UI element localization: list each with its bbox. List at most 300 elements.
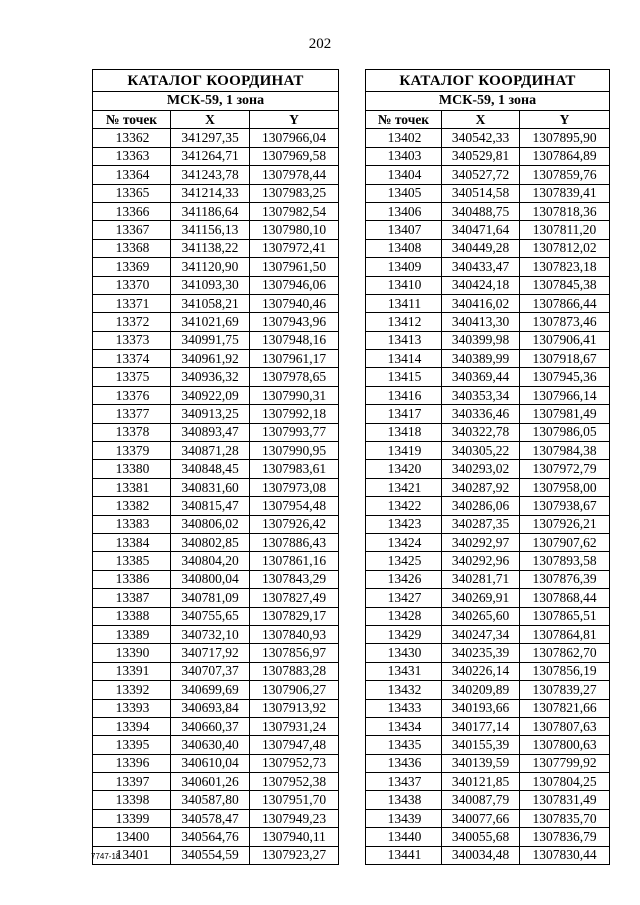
y-coordinate-cell: 1307906,41 xyxy=(520,331,610,349)
point-number-cell: 13421 xyxy=(366,478,442,496)
x-coordinate-cell: 341138,22 xyxy=(171,239,250,257)
point-number-cell: 13422 xyxy=(366,497,442,515)
point-number-cell: 13434 xyxy=(366,717,442,735)
point-number-cell: 13376 xyxy=(93,386,171,404)
table-row xyxy=(93,129,339,147)
y-coordinate-cell: 1307821,66 xyxy=(520,699,610,717)
y-coordinate-cell: 1307940,11 xyxy=(250,828,339,846)
x-coordinate-cell: 340699,69 xyxy=(171,681,250,699)
point-number-cell: 13375 xyxy=(93,368,171,386)
point-number-cell: 13377 xyxy=(93,405,171,423)
point-number-cell: 13433 xyxy=(366,699,442,717)
x-coordinate-cell: 340433,47 xyxy=(442,258,520,276)
table-row xyxy=(93,607,339,625)
y-coordinate-cell: 1307895,90 xyxy=(520,129,610,147)
y-coordinate-cell: 1307940,46 xyxy=(250,294,339,312)
y-coordinate-cell: 1307978,65 xyxy=(250,368,339,386)
table-row xyxy=(366,350,610,368)
point-number-cell: 13420 xyxy=(366,460,442,478)
y-coordinate-cell: 1307954,48 xyxy=(250,497,339,515)
table-row xyxy=(93,221,339,239)
x-coordinate-cell: 340717,92 xyxy=(171,644,250,662)
point-number-cell: 13380 xyxy=(93,460,171,478)
x-coordinate-cell: 340871,28 xyxy=(171,442,250,460)
column-header-point-number: № точек xyxy=(93,111,171,129)
point-number-cell: 13410 xyxy=(366,276,442,294)
x-coordinate-cell: 340336,46 xyxy=(442,405,520,423)
point-number-cell: 13419 xyxy=(366,442,442,460)
table-row xyxy=(366,589,610,607)
x-coordinate-cell: 341214,33 xyxy=(171,184,250,202)
table-row xyxy=(366,717,610,735)
table-row xyxy=(93,846,339,864)
y-coordinate-cell: 1307883,28 xyxy=(250,662,339,680)
table-row xyxy=(366,331,610,349)
x-coordinate-cell: 340055,68 xyxy=(442,828,520,846)
x-coordinate-cell: 340369,44 xyxy=(442,368,520,386)
table-row xyxy=(366,497,610,515)
point-number-cell: 13362 xyxy=(93,129,171,147)
point-number-cell: 13415 xyxy=(366,368,442,386)
column-header-y: Y xyxy=(520,111,610,129)
point-number-cell: 13429 xyxy=(366,625,442,643)
x-coordinate-cell: 340193,66 xyxy=(442,699,520,717)
x-coordinate-cell: 340630,40 xyxy=(171,736,250,754)
y-coordinate-cell: 1307978,44 xyxy=(250,166,339,184)
table-row xyxy=(366,791,610,809)
catalog-title: КАТАЛОГ КООРДИНАТ xyxy=(93,70,339,92)
y-coordinate-cell: 1307966,14 xyxy=(520,386,610,404)
table-row xyxy=(366,423,610,441)
x-coordinate-cell: 340564,76 xyxy=(171,828,250,846)
x-coordinate-cell: 341186,64 xyxy=(171,202,250,220)
point-number-cell: 13431 xyxy=(366,662,442,680)
x-coordinate-cell: 340424,18 xyxy=(442,276,520,294)
x-coordinate-cell: 340177,14 xyxy=(442,717,520,735)
x-coordinate-cell: 340601,26 xyxy=(171,773,250,791)
y-coordinate-cell: 1307865,51 xyxy=(520,607,610,625)
x-coordinate-cell: 340034,48 xyxy=(442,846,520,864)
point-number-cell: 13399 xyxy=(93,809,171,827)
y-coordinate-cell: 1307981,49 xyxy=(520,405,610,423)
y-coordinate-cell: 1307983,61 xyxy=(250,460,339,478)
y-coordinate-cell: 1307811,20 xyxy=(520,221,610,239)
table-row xyxy=(93,589,339,607)
table-row xyxy=(93,442,339,460)
table-row xyxy=(93,754,339,772)
point-number-cell: 13425 xyxy=(366,552,442,570)
y-coordinate-cell: 1307818,36 xyxy=(520,202,610,220)
table-row xyxy=(366,607,610,625)
column-header-x: X xyxy=(442,111,520,129)
table-row xyxy=(366,552,610,570)
y-coordinate-cell: 1307800,63 xyxy=(520,736,610,754)
x-coordinate-cell: 340707,37 xyxy=(171,662,250,680)
x-coordinate-cell: 341264,71 xyxy=(171,147,250,165)
y-coordinate-cell: 1307876,39 xyxy=(520,570,610,588)
y-coordinate-cell: 1307990,31 xyxy=(250,386,339,404)
table-row xyxy=(366,828,610,846)
y-coordinate-cell: 1307862,70 xyxy=(520,644,610,662)
table-row xyxy=(366,515,610,533)
point-number-cell: 13405 xyxy=(366,184,442,202)
x-coordinate-cell: 340121,85 xyxy=(442,773,520,791)
point-number-cell: 13414 xyxy=(366,350,442,368)
x-coordinate-cell: 340209,89 xyxy=(442,681,520,699)
x-coordinate-cell: 340286,06 xyxy=(442,497,520,515)
y-coordinate-cell: 1307866,44 xyxy=(520,294,610,312)
x-coordinate-cell: 341120,90 xyxy=(171,258,250,276)
table-row xyxy=(93,405,339,423)
y-coordinate-cell: 1307980,10 xyxy=(250,221,339,239)
y-coordinate-cell: 1307961,17 xyxy=(250,350,339,368)
y-coordinate-cell: 1307906,27 xyxy=(250,681,339,699)
table-row xyxy=(366,313,610,331)
point-number-cell: 13366 xyxy=(93,202,171,220)
x-coordinate-cell: 340527,72 xyxy=(442,166,520,184)
x-coordinate-cell: 340610,04 xyxy=(171,754,250,772)
x-coordinate-cell: 340269,91 xyxy=(442,589,520,607)
point-number-cell: 13409 xyxy=(366,258,442,276)
x-coordinate-cell: 340961,92 xyxy=(171,350,250,368)
table-row xyxy=(93,166,339,184)
y-coordinate-cell: 1307859,76 xyxy=(520,166,610,184)
point-number-cell: 13423 xyxy=(366,515,442,533)
table-row xyxy=(93,699,339,717)
x-coordinate-cell: 340781,09 xyxy=(171,589,250,607)
table-row xyxy=(366,166,610,184)
x-coordinate-cell: 340292,96 xyxy=(442,552,520,570)
x-coordinate-cell: 341021,69 xyxy=(171,313,250,331)
x-coordinate-cell: 341297,35 xyxy=(171,129,250,147)
x-coordinate-cell: 340991,75 xyxy=(171,331,250,349)
point-number-cell: 13369 xyxy=(93,258,171,276)
point-number-cell: 13430 xyxy=(366,644,442,662)
x-coordinate-cell: 340353,34 xyxy=(442,386,520,404)
table-row xyxy=(366,129,610,147)
y-coordinate-cell: 1307992,18 xyxy=(250,405,339,423)
x-coordinate-cell: 340389,99 xyxy=(442,350,520,368)
y-coordinate-cell: 1307864,89 xyxy=(520,147,610,165)
table-row xyxy=(93,276,339,294)
y-coordinate-cell: 1307972,41 xyxy=(250,239,339,257)
table-row xyxy=(93,533,339,551)
x-coordinate-cell: 340287,35 xyxy=(442,515,520,533)
y-coordinate-cell: 1307856,97 xyxy=(250,644,339,662)
y-coordinate-cell: 1307886,43 xyxy=(250,533,339,551)
x-coordinate-cell: 340578,47 xyxy=(171,809,250,827)
x-coordinate-cell: 340554,59 xyxy=(171,846,250,864)
y-coordinate-cell: 1307804,25 xyxy=(520,773,610,791)
table-row xyxy=(366,644,610,662)
x-coordinate-cell: 340287,92 xyxy=(442,478,520,496)
table-row xyxy=(93,662,339,680)
y-coordinate-cell: 1307856,19 xyxy=(520,662,610,680)
x-coordinate-cell: 340893,47 xyxy=(171,423,250,441)
point-number-cell: 13367 xyxy=(93,221,171,239)
table-row xyxy=(93,791,339,809)
x-coordinate-cell: 340247,34 xyxy=(442,625,520,643)
point-number-cell: 13417 xyxy=(366,405,442,423)
point-number-cell: 13401 xyxy=(93,846,171,864)
y-coordinate-cell: 1307926,42 xyxy=(250,515,339,533)
table-row xyxy=(93,570,339,588)
table-row xyxy=(93,368,339,386)
y-coordinate-cell: 1307943,96 xyxy=(250,313,339,331)
x-coordinate-cell: 340848,45 xyxy=(171,460,250,478)
y-coordinate-cell: 1307861,16 xyxy=(250,552,339,570)
x-coordinate-cell: 340815,47 xyxy=(171,497,250,515)
point-number-cell: 13395 xyxy=(93,736,171,754)
point-number-cell: 13398 xyxy=(93,791,171,809)
x-coordinate-cell: 340416,02 xyxy=(442,294,520,312)
x-coordinate-cell: 341058,21 xyxy=(171,294,250,312)
y-coordinate-cell: 1307913,92 xyxy=(250,699,339,717)
y-coordinate-cell: 1307946,06 xyxy=(250,276,339,294)
table-row xyxy=(366,294,610,312)
y-coordinate-cell: 1307938,67 xyxy=(520,497,610,515)
page-number: 202 xyxy=(308,36,332,52)
point-number-cell: 13407 xyxy=(366,221,442,239)
y-coordinate-cell: 1307966,04 xyxy=(250,129,339,147)
y-coordinate-cell: 1307923,27 xyxy=(250,846,339,864)
y-coordinate-cell: 1307973,08 xyxy=(250,478,339,496)
x-coordinate-cell: 340488,75 xyxy=(442,202,520,220)
y-coordinate-cell: 1307827,49 xyxy=(250,589,339,607)
table-row xyxy=(93,258,339,276)
y-coordinate-cell: 1307823,18 xyxy=(520,258,610,276)
column-header-point-number: № точек xyxy=(366,111,442,129)
table-row xyxy=(93,202,339,220)
table-row xyxy=(93,625,339,643)
table-row xyxy=(93,552,339,570)
x-coordinate-cell: 341243,78 xyxy=(171,166,250,184)
table-row xyxy=(366,533,610,551)
table-row xyxy=(93,460,339,478)
point-number-cell: 13370 xyxy=(93,276,171,294)
point-number-cell: 13439 xyxy=(366,809,442,827)
point-number-cell: 13392 xyxy=(93,681,171,699)
y-coordinate-cell: 1307807,63 xyxy=(520,717,610,735)
point-number-cell: 13383 xyxy=(93,515,171,533)
x-coordinate-cell: 340322,78 xyxy=(442,423,520,441)
point-number-cell: 13408 xyxy=(366,239,442,257)
table-row xyxy=(366,478,610,496)
table-row xyxy=(366,442,610,460)
x-coordinate-cell: 340755,65 xyxy=(171,607,250,625)
point-number-cell: 13386 xyxy=(93,570,171,588)
y-coordinate-cell: 1307840,93 xyxy=(250,625,339,643)
y-coordinate-cell: 1307926,21 xyxy=(520,515,610,533)
x-coordinate-cell: 340449,28 xyxy=(442,239,520,257)
x-coordinate-cell: 340514,58 xyxy=(442,184,520,202)
point-number-cell: 13378 xyxy=(93,423,171,441)
y-coordinate-cell: 1307812,02 xyxy=(520,239,610,257)
table-row xyxy=(366,202,610,220)
x-coordinate-cell: 340806,02 xyxy=(171,515,250,533)
y-coordinate-cell: 1307945,36 xyxy=(520,368,610,386)
point-number-cell: 13432 xyxy=(366,681,442,699)
x-coordinate-cell: 340226,14 xyxy=(442,662,520,680)
table-row xyxy=(366,736,610,754)
table-row xyxy=(366,368,610,386)
point-number-cell: 13373 xyxy=(93,331,171,349)
point-number-cell: 13440 xyxy=(366,828,442,846)
point-number-cell: 13413 xyxy=(366,331,442,349)
x-coordinate-cell: 340139,59 xyxy=(442,754,520,772)
y-coordinate-cell: 1307990,95 xyxy=(250,442,339,460)
point-number-cell: 13424 xyxy=(366,533,442,551)
table-row xyxy=(366,460,610,478)
x-coordinate-cell: 340587,80 xyxy=(171,791,250,809)
point-number-cell: 13438 xyxy=(366,791,442,809)
y-coordinate-cell: 1307949,23 xyxy=(250,809,339,827)
table-row xyxy=(93,423,339,441)
table-row xyxy=(93,809,339,827)
x-coordinate-cell: 341156,13 xyxy=(171,221,250,239)
x-coordinate-cell: 340542,33 xyxy=(442,129,520,147)
table-row xyxy=(366,258,610,276)
x-coordinate-cell: 341093,30 xyxy=(171,276,250,294)
column-header-x: X xyxy=(171,111,250,129)
coordinate-system-label: МСК-59, 1 зона xyxy=(366,92,610,111)
point-number-cell: 13381 xyxy=(93,478,171,496)
y-coordinate-cell: 1307873,46 xyxy=(520,313,610,331)
x-coordinate-cell: 340305,22 xyxy=(442,442,520,460)
document-code: 7747-18 xyxy=(91,852,121,861)
table-row xyxy=(93,736,339,754)
point-number-cell: 13390 xyxy=(93,644,171,662)
y-coordinate-cell: 1307829,17 xyxy=(250,607,339,625)
point-number-cell: 13418 xyxy=(366,423,442,441)
table-row xyxy=(93,828,339,846)
y-coordinate-cell: 1307982,54 xyxy=(250,202,339,220)
point-number-cell: 13385 xyxy=(93,552,171,570)
point-number-cell: 13374 xyxy=(93,350,171,368)
x-coordinate-cell: 340922,09 xyxy=(171,386,250,404)
y-coordinate-cell: 1307948,16 xyxy=(250,331,339,349)
point-number-cell: 13426 xyxy=(366,570,442,588)
catalog-title: КАТАЛОГ КООРДИНАТ xyxy=(366,70,610,92)
point-number-cell: 13402 xyxy=(366,129,442,147)
x-coordinate-cell: 340087,79 xyxy=(442,791,520,809)
y-coordinate-cell: 1307961,50 xyxy=(250,258,339,276)
point-number-cell: 13384 xyxy=(93,533,171,551)
y-coordinate-cell: 1307839,27 xyxy=(520,681,610,699)
y-coordinate-cell: 1307839,41 xyxy=(520,184,610,202)
table-row xyxy=(366,773,610,791)
table-row xyxy=(93,681,339,699)
point-number-cell: 13391 xyxy=(93,662,171,680)
table-row xyxy=(93,184,339,202)
x-coordinate-cell: 340292,97 xyxy=(442,533,520,551)
table-row xyxy=(366,184,610,202)
y-coordinate-cell: 1307947,48 xyxy=(250,736,339,754)
y-coordinate-cell: 1307868,44 xyxy=(520,589,610,607)
y-coordinate-cell: 1307843,29 xyxy=(250,570,339,588)
table-row xyxy=(366,221,610,239)
point-number-cell: 13372 xyxy=(93,313,171,331)
point-number-cell: 13389 xyxy=(93,625,171,643)
point-number-cell: 13387 xyxy=(93,589,171,607)
y-coordinate-cell: 1307951,70 xyxy=(250,791,339,809)
x-coordinate-cell: 340913,25 xyxy=(171,405,250,423)
x-coordinate-cell: 340235,39 xyxy=(442,644,520,662)
y-coordinate-cell: 1307864,81 xyxy=(520,625,610,643)
catalog-body xyxy=(93,129,339,865)
table-row xyxy=(93,331,339,349)
x-coordinate-cell: 340293,02 xyxy=(442,460,520,478)
x-coordinate-cell: 340399,98 xyxy=(442,331,520,349)
point-number-cell: 13397 xyxy=(93,773,171,791)
y-coordinate-cell: 1307931,24 xyxy=(250,717,339,735)
x-coordinate-cell: 340804,20 xyxy=(171,552,250,570)
point-number-cell: 13404 xyxy=(366,166,442,184)
x-coordinate-cell: 340936,32 xyxy=(171,368,250,386)
table-row xyxy=(93,717,339,735)
point-number-cell: 13368 xyxy=(93,239,171,257)
table-row xyxy=(366,570,610,588)
y-coordinate-cell: 1307969,58 xyxy=(250,147,339,165)
y-coordinate-cell: 1307972,79 xyxy=(520,460,610,478)
y-coordinate-cell: 1307830,44 xyxy=(520,846,610,864)
point-number-cell: 13363 xyxy=(93,147,171,165)
x-coordinate-cell: 340077,66 xyxy=(442,809,520,827)
y-coordinate-cell: 1307952,73 xyxy=(250,754,339,772)
x-coordinate-cell: 340693,84 xyxy=(171,699,250,717)
x-coordinate-cell: 340529,81 xyxy=(442,147,520,165)
x-coordinate-cell: 340802,85 xyxy=(171,533,250,551)
point-number-cell: 13403 xyxy=(366,147,442,165)
y-coordinate-cell: 1307918,67 xyxy=(520,350,610,368)
table-row xyxy=(93,386,339,404)
column-header-y: Y xyxy=(250,111,339,129)
table-row xyxy=(93,644,339,662)
point-number-cell: 13437 xyxy=(366,773,442,791)
table-row xyxy=(93,515,339,533)
point-number-cell: 13396 xyxy=(93,754,171,772)
point-number-cell: 13388 xyxy=(93,607,171,625)
y-coordinate-cell: 1307831,49 xyxy=(520,791,610,809)
point-number-cell: 13428 xyxy=(366,607,442,625)
x-coordinate-cell: 340281,71 xyxy=(442,570,520,588)
table-row xyxy=(366,809,610,827)
point-number-cell: 13394 xyxy=(93,717,171,735)
point-number-cell: 13406 xyxy=(366,202,442,220)
table-row xyxy=(93,478,339,496)
table-row xyxy=(366,846,610,864)
coordinate-system-label: МСК-59, 1 зона xyxy=(93,92,339,111)
y-coordinate-cell: 1307836,79 xyxy=(520,828,610,846)
table-row xyxy=(93,239,339,257)
table-row xyxy=(93,497,339,515)
x-coordinate-cell: 340831,60 xyxy=(171,478,250,496)
y-coordinate-cell: 1307835,70 xyxy=(520,809,610,827)
table-row xyxy=(93,773,339,791)
y-coordinate-cell: 1307958,00 xyxy=(520,478,610,496)
table-row xyxy=(366,681,610,699)
y-coordinate-cell: 1307984,38 xyxy=(520,442,610,460)
y-coordinate-cell: 1307983,25 xyxy=(250,184,339,202)
point-number-cell: 13365 xyxy=(93,184,171,202)
table-row xyxy=(93,294,339,312)
x-coordinate-cell: 340265,60 xyxy=(442,607,520,625)
table-row xyxy=(366,239,610,257)
x-coordinate-cell: 340800,04 xyxy=(171,570,250,588)
point-number-cell: 13371 xyxy=(93,294,171,312)
table-row xyxy=(366,754,610,772)
table-row xyxy=(93,313,339,331)
